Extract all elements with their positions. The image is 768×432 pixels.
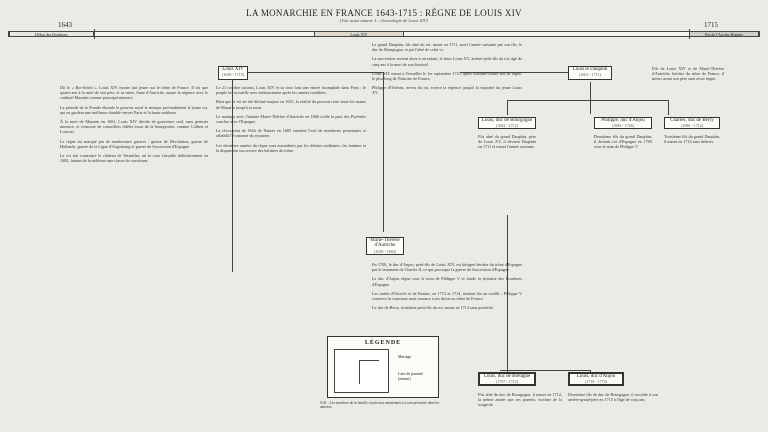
tree-node-bourgogne [478,117,536,129]
connector-line [507,100,669,101]
paragraph: Le règne est marqué par de nombreuses guerres : guerre de Dévolution, guerre de Hollande, guerre de la Ligue d'Augsbourg et guerre de Succession d'Espagne. [60,138,208,149]
paragraph: Le roi fait construire le château de Versailles, où la cour s'installe définitivement en 1682, faisant de la noblesse une classe de courtisans. [60,153,208,164]
paragraph: Bien que le roi ait été déclaré majeur en 1651, la réalité du pouvoir reste entre les mains de Mazarin jusqu'à sa mort. [216,99,366,110]
timeline-bar [8,31,760,37]
node-dates: (1638 - 1683) [374,248,396,254]
paragraph: Louis XIV meurt à Versailles le 1er septembre 1715, après soixante-douze ans de règne, le plus long de l'histoire de France. [372,70,522,82]
connector-line [507,100,508,115]
legend [327,336,439,398]
paragraph: Deuxième fils du duc de Bourgogne, il succède à son arrière-grand-père en 1715 à l'âge de cinq ans. [568,392,658,403]
paragraph: Fils de Louis XIV et de Marie-Thérèse d'Autriche, héritier du trône de France, il meurt avant son père sans avoir régné. [652,66,724,82]
node-name: Louis, duc de Bourgogne [481,118,533,123]
tree-node-louis15 [568,372,624,386]
node-dates: (1661 - 1711) [579,72,601,78]
node-name: Philippe, duc d'Anjou [601,118,645,123]
node-name: Louis le Dauphin [572,67,608,72]
tree-node-philippe [594,117,652,129]
paragraph: Le duc de Berry, troisième petit-fils du roi, meurt en 1714 sans postérité. [372,305,494,311]
legend-marriage-line [359,360,379,361]
legend-descent-line [359,360,360,384]
paragraph: Deuxième fils du grand Dauphin, il devient roi d'Espagne en 1700 sous le nom de Philippe V. [594,134,652,150]
text-column-2 [216,85,366,157]
tree-node-marie-therese [366,237,404,255]
paragraph: Les traités d'Utrecht et de Rastatt, en 1713 et 1714, mettent fin au conflit ; Philippe V conserve la couronne mais renonce à ses droits au trône de France. [372,290,522,302]
connector-line [668,100,669,115]
legend-note: N.B. : Les membres de la famille royale non mentionnés ici sont présentés dans les annexes. [320,401,440,410]
node-name: Louis, duc d'Anjou [576,374,616,379]
paragraph: La succession revient alors à un enfant, le futur Louis XV, arrière-petit-fils du roi, âgé de cinq ans à la mort de son bisaïeul. [372,56,522,67]
page-title: LA MONARCHIE EN FRANCE 1643-1715 : RÈGNE DE LOUIS XIV [246,8,522,18]
paragraph: Les dernières années du règne sont assombries par les défaites militaires, les famines et la disparition successive des héritiers du trône. [216,142,366,153]
node-dates: (1638 - 1715) [222,72,244,78]
tree-node-louis14 [218,66,248,80]
timeline-segment-end: Fin de l'Ancien Régime [689,31,759,37]
legend-marriage: Mariage [398,354,412,359]
text-column-1 [60,85,208,167]
paragraph: Le duc d'Anjou règne sous le nom de Philippe V et fonde la dynastie des Bourbons d'Espagne. [372,276,522,287]
timeline-segment-mid: Louis XIV [314,31,404,37]
page-subtitle: (Voir aussi annexe 1 : chronologie de Louis XIV) [339,18,429,23]
text-column-4 [372,262,522,314]
node-dates: (1686 - 1714) [681,123,703,129]
paragraph: Fils aîné du grand Dauphin, père de Louis XV, il devient Dauphin en 1711 et meurt l'année suivante. [478,134,536,150]
text-column-louis15 [568,392,658,406]
text-column-berry [664,134,720,148]
timeline-year-end: 1715 [704,21,718,29]
node-dates: (1710 - 1774) [585,379,607,385]
connector-line [233,72,383,73]
node-dates: (1682 - 1712) [496,123,518,129]
tree-node-bretagne [478,372,536,386]
node-name: Marie-Thérèse d'Autriche [370,238,400,249]
text-column-bourgogne [478,134,536,154]
paragraph: La révocation de l'édit de Nantes en 1685 entraîne l'exil de nombreux protestants et affaiblit l'économie du royaume. [216,128,366,139]
paragraph: Le mariage avec l'infante Marie-Thérèse d'Autriche en 1660 scelle la paix des Pyrénées conclue avec l'Espagne. [216,113,366,125]
tree-node-dauphin [568,66,612,80]
connector-line [590,82,591,114]
legend-sample [334,349,389,393]
tree-node-berry [664,117,720,129]
connector-line [500,370,590,371]
paragraph: Le grand Dauphin, fils aîné du roi, meurt en 1711, suivi l'année suivante par son fils, le duc de Bourgogne, et par l'aîné de celui-ci. [372,42,522,53]
paragraph: En 1700, le duc d'Anjou, petit-fils de Louis XIV, est désigné héritier du trône d'Espagne par le testament de Charles II, ce qui provoque la guerre de Succession d'Espagne. [372,262,522,273]
paragraph: La période de la Fronde ébranle le pouvoir royal et marque profondément le jeune roi, qui en gardera une méfiance durable envers Paris et la haute noblesse. [60,104,208,115]
node-dates: (1707 - 1712) [496,379,518,385]
paragraph: À la mort de Mazarin en 1661, Louis XIV décide de gouverner seul, sans premier ministre, et s'entoure de conseillers fidèles issus de la bourgeoisie, comme Colbert et Louvois. [60,119,208,135]
text-column-bretagne [478,392,562,412]
paragraph: Le 21 octobre suivant, Louis XIV et sa cour font une entrée triomphale dans Paris ; le peuple les accueille avec enthousiasme après les années troublées. [216,85,366,96]
node-name: Louis XIV [222,67,244,72]
legend-descent: Lien de parenté (enfant) [398,371,423,381]
text-column-3 [372,42,522,100]
paragraph: Troisième fils du grand Dauphin, il meurt en 1714 sans héritier. [664,134,720,145]
text-column-philippe [594,134,652,154]
paragraph: Philippe d'Orléans, neveu du roi, exerce la régence jusqu'à la majorité du jeune Louis XV. [372,85,522,96]
node-name: Charles, duc de Berry [670,118,714,123]
timeline-year-start: 1643 [58,21,72,29]
timeline-segment-start: Début des Bourbons [9,31,94,37]
node-dates: (1683 - 1746) [612,123,634,129]
node-name: Louis, duc de Bretagne [483,374,531,379]
text-column-dauphin [652,66,724,86]
timeline-tick [94,29,95,39]
legend-title: LÉGENDE [364,340,402,346]
paragraph: Dit le « Roi-Soleil », Louis XIV monte fort jeune sur le trône de France. Il n'a que quatre ans à la mort de son père, et sa mère, Anne d'Autriche, assure la régence avec le cardinal Mazarin comme principal ministre. [60,85,208,101]
paragraph: Fils aîné du duc de Bourgogne, il meurt en 1712, la même année que ses parents, victime de la rougeole. [478,392,562,408]
